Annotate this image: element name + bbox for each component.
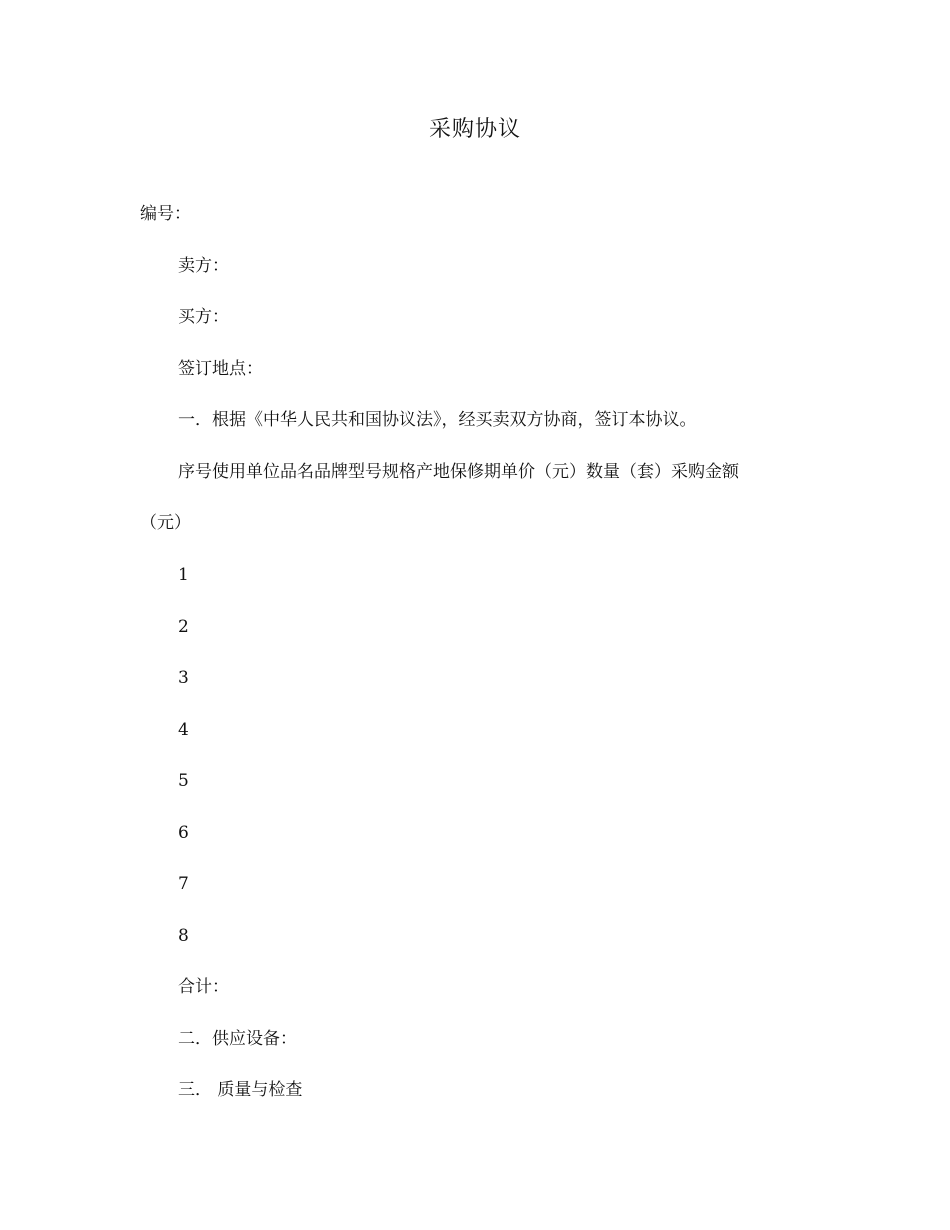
- total-label: 合计：: [178, 977, 229, 997]
- clause-two: 二．供应设备：: [178, 1029, 297, 1049]
- row-number: 7: [178, 874, 189, 894]
- clause-one: 一．根据《中华人民共和国协议法》，经买卖双方协商，签订本协议。: [178, 410, 697, 430]
- row-number: 4: [178, 720, 189, 740]
- row-number: 2: [178, 617, 189, 637]
- serial-number-label: 编号：: [140, 204, 191, 224]
- buyer-label: 买方：: [178, 307, 229, 327]
- table-header-text: 序号使用单位品名品牌型号规格产地保修期单价（元）数量（套）采购金额: [178, 462, 739, 482]
- document-title: 采购协议: [428, 117, 521, 142]
- row-number: 1: [178, 565, 189, 585]
- clause-three: 三． 质量与检查: [178, 1080, 303, 1100]
- row-number: 6: [178, 823, 189, 843]
- row-number: 3: [178, 668, 189, 688]
- signing-place-label: 签订地点：: [178, 359, 263, 379]
- row-number: 8: [178, 926, 189, 946]
- seller-label: 卖方：: [178, 256, 229, 276]
- table-header-text-continued: （元）: [140, 513, 191, 533]
- row-number: 5: [178, 771, 189, 791]
